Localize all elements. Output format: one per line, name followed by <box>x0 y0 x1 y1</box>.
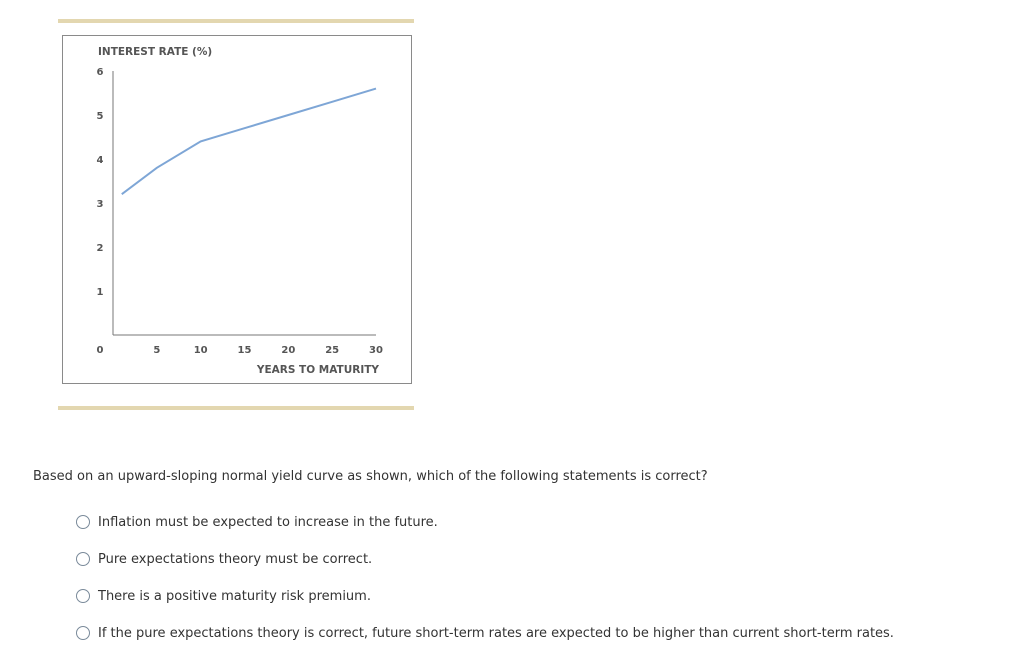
y-axis-title: INTEREST RATE (%) <box>98 46 213 58</box>
x-tick-label: 20 <box>281 345 296 356</box>
y-tick-label: 5 <box>96 111 104 122</box>
option-label: Pure expectations theory must be correct. <box>98 551 373 567</box>
y-tick-label: 3 <box>96 199 104 210</box>
yield-curve-chart <box>62 35 412 384</box>
answer-option-1[interactable] <box>76 513 438 531</box>
x-tick-label: 25 <box>325 345 340 356</box>
x-tick-label: 15 <box>237 345 252 356</box>
x-tick-label: 30 <box>369 345 383 356</box>
y-tick-label: 2 <box>96 243 104 254</box>
x-axis-title: YEARS TO MATURITY <box>256 364 379 376</box>
question-text: Based on an upward-sloping normal yield curve as shown, which of the following statements is correct? <box>33 469 708 484</box>
option-label: If the pure expectations theory is correct, future short-term rates are expected to be higher than current short-term rates. <box>98 625 894 641</box>
y-tick-label: 1 <box>96 287 104 298</box>
answer-option-3[interactable] <box>76 587 371 605</box>
bottom-divider <box>58 406 414 410</box>
x-tick-label: 5 <box>153 345 161 356</box>
answer-option-4[interactable] <box>76 624 894 642</box>
chart-svg <box>63 36 411 383</box>
radio-button[interactable] <box>76 626 90 640</box>
top-divider <box>58 19 414 23</box>
origin-tick-label: 0 <box>96 345 104 356</box>
option-label: There is a positive maturity risk premium. <box>98 588 371 604</box>
answer-option-2[interactable] <box>76 550 372 568</box>
radio-button[interactable] <box>76 552 90 566</box>
y-tick-label: 6 <box>96 67 104 78</box>
option-label: Inflation must be expected to increase in the future. <box>98 514 438 530</box>
y-tick-label: 4 <box>96 155 104 166</box>
radio-button[interactable] <box>76 515 90 529</box>
x-tick-label: 10 <box>193 345 208 356</box>
yield-curve-line <box>122 89 376 195</box>
radio-button[interactable] <box>76 589 90 603</box>
